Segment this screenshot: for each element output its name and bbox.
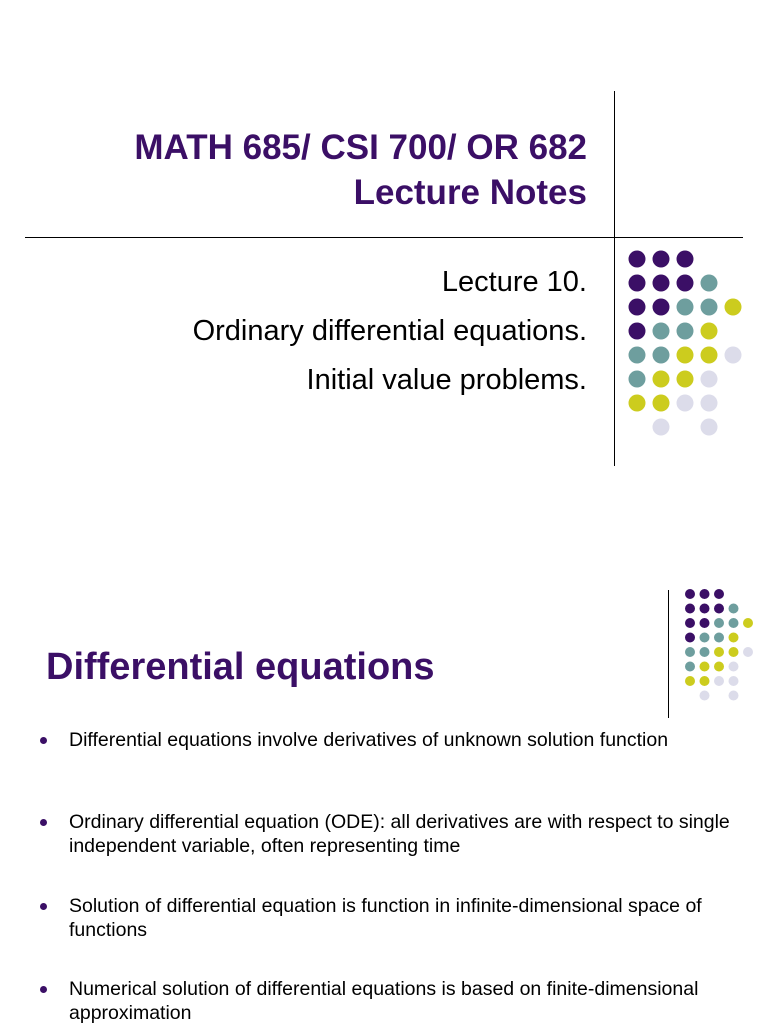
- pattern-dot: [714, 604, 724, 614]
- dot-grid-icon: [618, 240, 748, 440]
- pattern-dot: [729, 633, 739, 643]
- pattern-dot: [629, 275, 646, 292]
- subtitle-line-2: Ordinary differential equations.: [192, 315, 587, 347]
- pattern-dot: [701, 371, 718, 388]
- pattern-dot: [653, 323, 670, 340]
- pattern-dot: [685, 589, 695, 599]
- pattern-dot: [700, 618, 710, 628]
- pattern-dot: [729, 676, 739, 686]
- pattern-dot: [701, 323, 718, 340]
- bullet-icon: [40, 737, 47, 744]
- pattern-dot: [729, 691, 739, 701]
- pattern-dot: [685, 604, 695, 614]
- slide-title-line-2: Lecture Notes: [353, 173, 587, 212]
- pattern-dot: [714, 589, 724, 599]
- list-item-text: Numerical solution of differential equations is based on finite-dimensional approximation: [69, 978, 699, 1024]
- pattern-dot: [629, 299, 646, 316]
- pattern-dot: [729, 604, 739, 614]
- pattern-dot: [685, 633, 695, 643]
- pattern-dot: [729, 618, 739, 628]
- pattern-dot: [725, 347, 742, 364]
- pattern-dot: [653, 395, 670, 412]
- pattern-dot: [725, 299, 742, 316]
- dot-grid-small-icon: [674, 578, 764, 703]
- slide-title-line-1: MATH 685/ CSI 700/ OR 682: [134, 128, 587, 167]
- pattern-dot: [653, 275, 670, 292]
- pattern-dot: [653, 371, 670, 388]
- pattern-dot: [700, 604, 710, 614]
- pattern-dot: [677, 275, 694, 292]
- pattern-dot: [714, 647, 724, 657]
- vertical-divider: [614, 91, 615, 466]
- list-item-text: Ordinary differential equation (ODE): all derivatives are with respect to single independent variable, often representing time: [69, 811, 730, 857]
- pattern-dot: [653, 347, 670, 364]
- pattern-dot: [629, 323, 646, 340]
- horizontal-divider: [25, 237, 743, 238]
- pattern-dot: [629, 395, 646, 412]
- list-item: [40, 894, 730, 942]
- bullet-icon: [40, 986, 47, 993]
- slide-heading: Differential equations: [46, 646, 435, 688]
- list-item: [40, 728, 730, 752]
- pattern-dot: [700, 676, 710, 686]
- pattern-dot: [714, 662, 724, 672]
- pattern-dot: [677, 323, 694, 340]
- list-item: [40, 977, 730, 1025]
- pattern-dot: [714, 618, 724, 628]
- pattern-dot: [714, 633, 724, 643]
- content-slide: [0, 512, 768, 1024]
- pattern-dot: [700, 691, 710, 701]
- pattern-dot: [701, 275, 718, 292]
- pattern-dot: [629, 371, 646, 388]
- pattern-dot: [701, 347, 718, 364]
- pattern-dot: [701, 419, 718, 436]
- pattern-dot: [700, 589, 710, 599]
- pattern-dot: [743, 618, 753, 628]
- pattern-dot: [629, 347, 646, 364]
- pattern-dot: [653, 251, 670, 268]
- pattern-dot: [701, 299, 718, 316]
- bullet-icon: [40, 903, 47, 910]
- pattern-dot: [677, 371, 694, 388]
- pattern-dot: [714, 676, 724, 686]
- pattern-dot: [701, 395, 718, 412]
- list-item-text: Solution of differential equation is function in infinite-dimensional space of functions: [69, 895, 702, 941]
- pattern-dot: [700, 633, 710, 643]
- subtitle-line-1: Lecture 10.: [441, 266, 587, 298]
- pattern-dot: [685, 618, 695, 628]
- pattern-dot: [729, 662, 739, 672]
- pattern-dot: [685, 662, 695, 672]
- pattern-dot: [677, 347, 694, 364]
- pattern-dot: [685, 647, 695, 657]
- list-item: [40, 810, 730, 858]
- pattern-dot: [653, 419, 670, 436]
- pattern-dot: [629, 251, 646, 268]
- pattern-dot: [743, 647, 753, 657]
- pattern-dot: [700, 647, 710, 657]
- pattern-dot: [685, 676, 695, 686]
- pattern-dot: [653, 299, 670, 316]
- vertical-divider-small: [668, 590, 669, 718]
- subtitle-line-3: Initial value problems.: [306, 364, 587, 396]
- pattern-dot: [677, 251, 694, 268]
- pattern-dot: [677, 299, 694, 316]
- pattern-dot: [677, 395, 694, 412]
- list-item-text: Differential equations involve derivatives of unknown solution function: [69, 729, 669, 751]
- pattern-dot: [700, 662, 710, 672]
- bullet-icon: [40, 819, 47, 826]
- pattern-dot: [729, 647, 739, 657]
